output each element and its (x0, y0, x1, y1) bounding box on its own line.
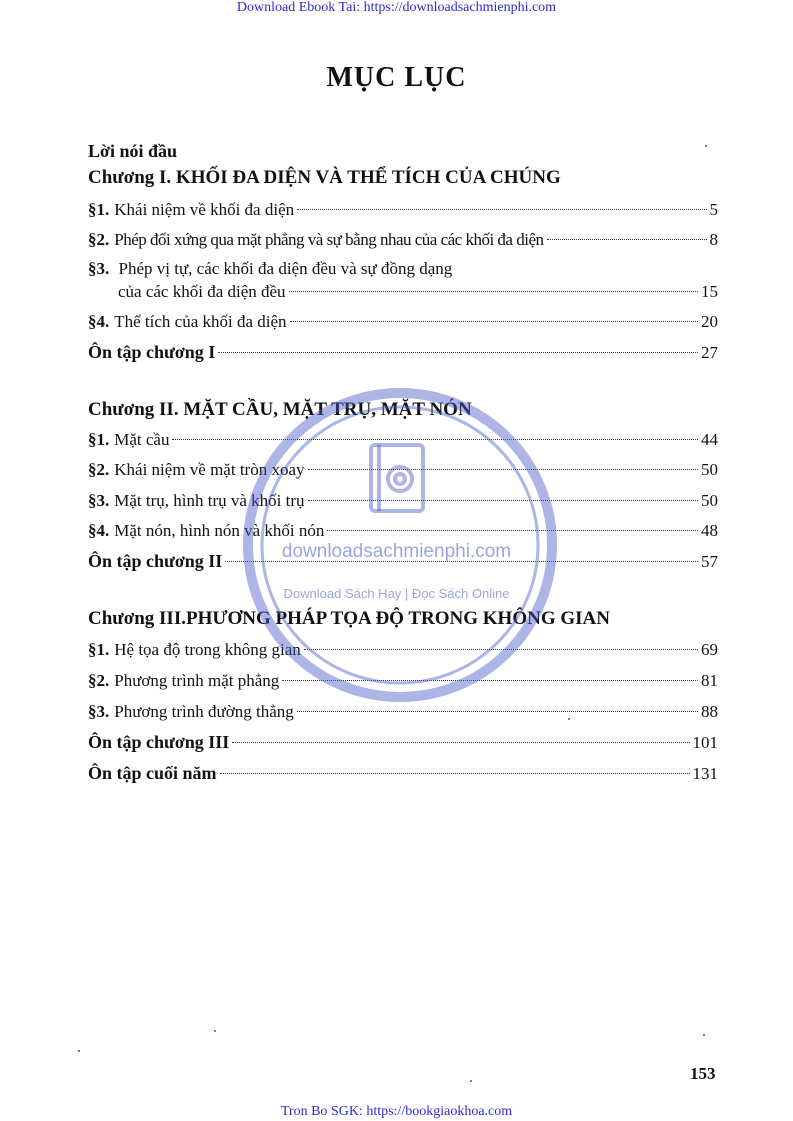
scan-speck (568, 718, 570, 720)
entry-title-continued: của các khối đa diện đều (118, 282, 286, 301)
toc-review-entry[interactable] (88, 341, 718, 364)
chapter-1-heading: Chương I. KHỐI ĐA DIỆN VÀ THỂ TÍCH CỦA CHÚNG (88, 167, 561, 188)
page-title: MỤC LỤC (326, 62, 467, 93)
dot-leader (308, 469, 698, 470)
entry-number: §2. (88, 460, 110, 479)
entry-title: Mặt trụ, hình trụ và khối trụ (114, 491, 305, 510)
review-title: Ôn tập chương III (88, 732, 230, 752)
dot-leader (304, 649, 698, 650)
dot-leader (218, 352, 698, 353)
dot-leader (220, 773, 690, 774)
dot-leader (297, 711, 698, 712)
entry-page: 8 (709, 230, 718, 249)
entry-title: Phương trình mặt phẳng (114, 671, 280, 690)
dot-leader (327, 530, 698, 531)
entry-page: 20 (701, 312, 718, 331)
entry-page: 48 (701, 521, 718, 540)
page-number: 153 (690, 1064, 716, 1083)
entry-page: 57 (701, 552, 718, 571)
entry-title: Mặt nón, hình nón và khối nón (114, 521, 325, 540)
entry-number: §2. (88, 671, 110, 690)
entry-title: Khái niệm về mặt tròn xoay (114, 460, 305, 479)
entry-title: Khái niệm về khối đa diện (114, 200, 295, 219)
watermark-site: downloadsachmienphi.com (281, 541, 512, 562)
entry-number: §3. (88, 259, 110, 278)
entry-page: 69 (701, 640, 718, 659)
footer-download-link[interactable]: Tron Bo SGK: https://bookgiaokhoa.com (280, 1104, 513, 1119)
toc-entry[interactable] (88, 670, 718, 692)
entry-number: §3. (88, 702, 110, 721)
chapter-3-heading: Chương III.PHƯƠNG PHÁP TỌA ĐỘ TRONG KHÔNG GIAN (88, 608, 610, 629)
toc-entry[interactable] (88, 639, 718, 661)
toc-entry[interactable] (88, 311, 718, 333)
review-title: Ôn tập chương I (88, 342, 216, 362)
dot-leader (232, 742, 689, 743)
entry-page: 15 (701, 282, 718, 301)
scan-speck (214, 1030, 216, 1032)
entry-title: Mặt cầu (114, 430, 170, 449)
toc-entry[interactable] (88, 199, 718, 221)
entry-title: Phép vị tự, các khối đa diện đều và sự đồng dạng (118, 259, 453, 278)
dot-leader (289, 291, 698, 292)
dot-leader (297, 209, 706, 210)
review-title: Ôn tập cuối năm (88, 763, 217, 783)
scan-speck (703, 1034, 705, 1036)
toc-entry-line1[interactable] (88, 258, 452, 280)
entry-number: §2. (88, 230, 110, 249)
toc-review-entry[interactable] (88, 731, 718, 754)
toc-entry[interactable] (88, 229, 718, 251)
entry-title: Hệ tọa độ trong không gian (114, 640, 301, 659)
entry-page: 131 (692, 764, 718, 783)
toc-preface: Lời nói đầu (88, 141, 178, 161)
scan-speck (705, 145, 707, 147)
entry-title: Phương trình đường thẳng (114, 702, 294, 721)
entry-page: 27 (701, 343, 718, 362)
scan-speck (78, 1050, 80, 1052)
toc-final-review-entry[interactable] (88, 762, 718, 785)
entry-number: §3. (88, 491, 110, 510)
toc-entry-line2[interactable] (118, 281, 718, 303)
entry-page: 5 (709, 200, 718, 219)
entry-number: §1. (88, 200, 110, 219)
dot-leader (290, 321, 698, 322)
entry-number: §1. (88, 430, 110, 449)
toc-entry[interactable] (88, 429, 718, 451)
entry-title: Phép đối xứng qua mặt phẳng và sự bằng nhau của các khối đa diện (114, 230, 544, 249)
review-title: Ôn tập chương II (88, 551, 223, 571)
dot-leader (172, 439, 698, 440)
toc-entry[interactable] (88, 520, 718, 542)
toc-entry[interactable] (88, 701, 718, 723)
toc-entry[interactable] (88, 490, 718, 512)
entry-page: 50 (701, 491, 718, 510)
entry-page: 81 (701, 671, 718, 690)
entry-number: §1. (88, 640, 110, 659)
dot-leader (547, 239, 707, 240)
watermark-tagline: Download Sách Hay | Đọc Sách Online (283, 586, 510, 601)
entry-page: 88 (701, 702, 718, 721)
entry-page: 101 (692, 733, 718, 752)
entry-title: Thể tích của khối đa diện (114, 312, 287, 331)
entry-number: §4. (88, 521, 110, 540)
toc-entry[interactable] (88, 459, 718, 481)
dot-leader (282, 680, 698, 681)
dot-leader (308, 500, 698, 501)
entry-number: §4. (88, 312, 110, 331)
entry-page: 50 (701, 460, 718, 479)
chapter-2-heading: Chương II. MẶT CẦU, MẶT TRỤ, MẶT NÓN (88, 399, 472, 420)
header-download-link[interactable]: Download Ebook Tai: https://downloadsachmienphi.com (236, 0, 557, 15)
scan-speck (470, 1080, 472, 1082)
entry-page: 44 (701, 430, 718, 449)
